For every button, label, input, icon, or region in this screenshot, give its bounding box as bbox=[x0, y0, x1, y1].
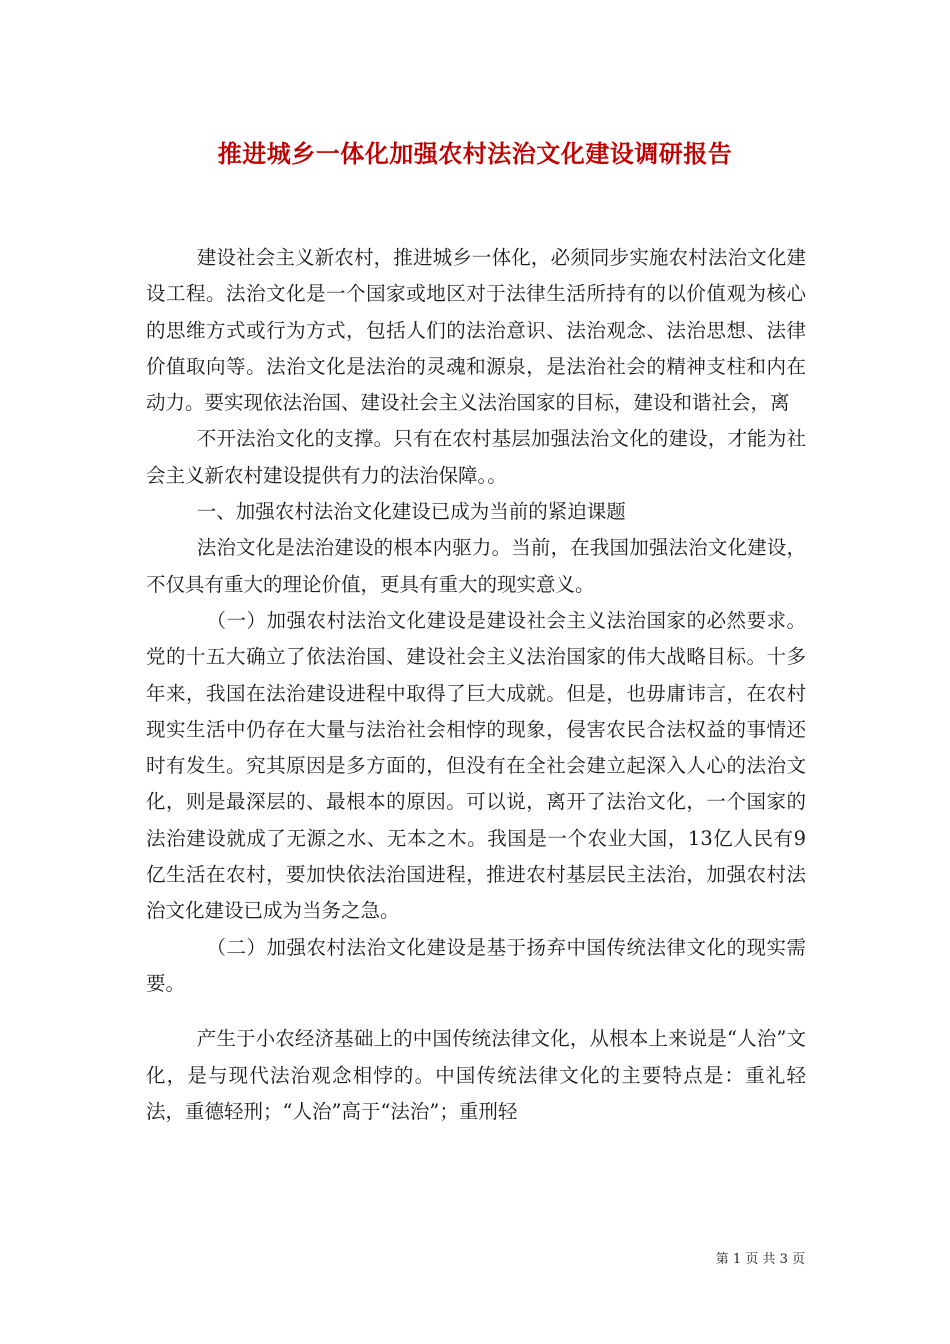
page-number: 第 1 页 共 3 页 bbox=[715, 1252, 805, 1267]
document-body bbox=[146, 240, 806, 1130]
paragraph-item-2: （二）加强农村法治文化建设是基于扬弃中国传统法律文化的现实需要。 bbox=[146, 935, 806, 995]
paragraph-traditional-culture: 产生于小农经济基础上的中国传统法律文化，从根本上来说是“人治”文化，是与现代法治观念相悖的。中国传统法律文化的主要特点是：重礼轻法，重德轻刑；“人治”高于“法治”；重刑轻 bbox=[146, 1027, 806, 1123]
paragraph-intro-continued: 不开法治文化的支撑。只有在农村基层加强法治文化的建设，才能为社会主义新农村建设提供有力的法治保障。。 bbox=[146, 427, 806, 487]
paragraph-item-1: （一）加强农村法治文化建设是建设社会主义法治国家的必然要求。党的十五大确立了依法治国、建设社会主义法治国家的伟大战略目标。十多年来，我国在法治建设进程中取得了巨大成就。但是，也毋庸讳言，在农村现实生活中仍存在大量与法治社会相悖的现象，侵害农民合法权益的事情还时有发生。究其原因是多方面的，但没有在全社会建立起深入人心的法治文化，则是最深层的、最根本的原因。可以说，离开了法治文化，一个国家的法治建设就成了无源之水、无本之木。我国是一个农业大国，13亿人民有9亿生活在农村，要加快依法治国进程，推进农村基层民主法治，加强农村法治文化建设已成为当务之急。 bbox=[146, 608, 806, 923]
paragraph-intro: 建设社会主义新农村，推进城乡一体化，必须同步实施农村法治文化建设工程。法治文化是一个国家或地区对于法律生活所持有的以价值观为核心的思维方式或行为方式，包括人们的法治意识、法治观念、法治思想、法律价值取向等。法治文化是法治的灵魂和源泉，是法治社会的精神支柱和内在动力。要实现依法治国、建设社会主义法治国家的目标，建设和谐社会，离 bbox=[146, 246, 806, 415]
paragraph-section-1-intro: 法治文化是法治建设的根本内驱力。当前，在我国加强法治文化建设，不仅具有重大的理论价值，更具有重大的现实意义。 bbox=[146, 536, 806, 596]
section-heading-1: 一、加强农村法治文化建设已成为当前的紧迫课题 bbox=[196, 500, 626, 524]
page-title: 推进城乡一体化加强农村法治文化建设调研报告 bbox=[217, 139, 733, 168]
